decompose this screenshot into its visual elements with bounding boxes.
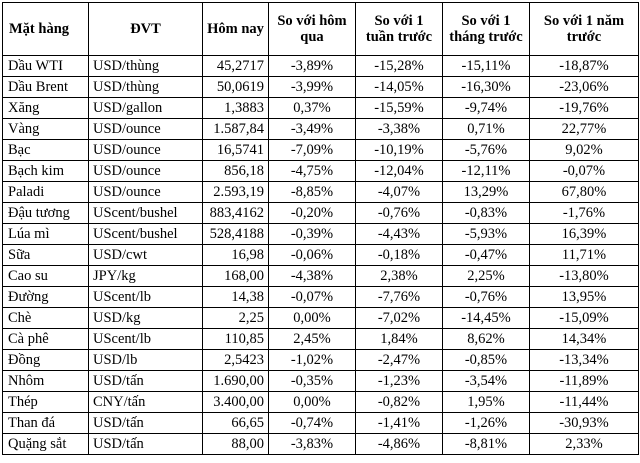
cell-item: Đậu tương: [3, 203, 89, 224]
cell-vs-yesterday: -4,38%: [269, 266, 356, 287]
cell-unit: USD/ounce: [89, 119, 203, 140]
cell-vs-week: -14,05%: [356, 77, 443, 98]
cell-today: 45,2717: [203, 56, 269, 77]
table-row: [3, 182, 639, 203]
table-row: [3, 161, 639, 182]
cell-vs-year: -19,76%: [530, 98, 639, 119]
cell-vs-week: -2,47%: [356, 350, 443, 371]
cell-vs-week: -0,76%: [356, 203, 443, 224]
cell-item: Dầu WTI: [3, 56, 89, 77]
cell-vs-year: 2,33%: [530, 434, 639, 455]
cell-vs-week: -4,43%: [356, 224, 443, 245]
cell-unit: USD/tấn: [89, 434, 203, 455]
commodity-price-table: [2, 2, 639, 455]
cell-unit: UScent/bushel: [89, 224, 203, 245]
cell-vs-yesterday: -0,20%: [269, 203, 356, 224]
cell-unit: USD/lb: [89, 350, 203, 371]
cell-vs-month: -5,76%: [443, 140, 530, 161]
cell-vs-year: 14,34%: [530, 329, 639, 350]
cell-vs-year: 22,77%: [530, 119, 639, 140]
table-row: [3, 371, 639, 392]
cell-item: Nhôm: [3, 371, 89, 392]
cell-vs-year: 67,80%: [530, 182, 639, 203]
cell-vs-week: -12,04%: [356, 161, 443, 182]
cell-today: 50,0619: [203, 77, 269, 98]
cell-today: 1.587,84: [203, 119, 269, 140]
cell-vs-month: 13,29%: [443, 182, 530, 203]
cell-vs-week: -10,19%: [356, 140, 443, 161]
cell-vs-week: -0,82%: [356, 392, 443, 413]
cell-unit: USD/kg: [89, 308, 203, 329]
cell-today: 2,25: [203, 308, 269, 329]
cell-unit: USD/thùng: [89, 77, 203, 98]
cell-vs-month: -0,47%: [443, 245, 530, 266]
cell-vs-year: -13,34%: [530, 350, 639, 371]
cell-vs-yesterday: -7,09%: [269, 140, 356, 161]
cell-vs-month: 2,25%: [443, 266, 530, 287]
cell-today: 3.400,00: [203, 392, 269, 413]
table-row: [3, 56, 639, 77]
cell-item: Cà phê: [3, 329, 89, 350]
cell-vs-yesterday: -8,85%: [269, 182, 356, 203]
header-item: Mặt hàng: [3, 3, 89, 56]
cell-item: Paladi: [3, 182, 89, 203]
cell-vs-year: 16,39%: [530, 224, 639, 245]
cell-unit: USD/ounce: [89, 182, 203, 203]
cell-vs-month: -0,83%: [443, 203, 530, 224]
cell-item: Quặng sắt: [3, 434, 89, 455]
cell-vs-month: -0,85%: [443, 350, 530, 371]
cell-vs-month: -12,11%: [443, 161, 530, 182]
cell-vs-month: 1,95%: [443, 392, 530, 413]
cell-item: Dầu Brent: [3, 77, 89, 98]
table-row: [3, 329, 639, 350]
cell-unit: CNY/tấn: [89, 392, 203, 413]
table-row: [3, 98, 639, 119]
cell-item: Bạch kim: [3, 161, 89, 182]
cell-unit: USD/gallon: [89, 98, 203, 119]
cell-unit: USD/cwt: [89, 245, 203, 266]
cell-item: Thép: [3, 392, 89, 413]
cell-vs-month: -1,26%: [443, 413, 530, 434]
cell-item: Lúa mì: [3, 224, 89, 245]
cell-vs-year: -11,44%: [530, 392, 639, 413]
cell-vs-year: 11,71%: [530, 245, 639, 266]
cell-vs-week: -7,76%: [356, 287, 443, 308]
cell-vs-month: -15,11%: [443, 56, 530, 77]
table-row: [3, 77, 639, 98]
cell-vs-yesterday: -0,74%: [269, 413, 356, 434]
cell-vs-month: -16,30%: [443, 77, 530, 98]
cell-item: Bạc: [3, 140, 89, 161]
cell-vs-week: 2,38%: [356, 266, 443, 287]
cell-unit: UScent/lb: [89, 329, 203, 350]
cell-item: Sữa: [3, 245, 89, 266]
cell-vs-yesterday: -0,06%: [269, 245, 356, 266]
cell-unit: UScent/lb: [89, 287, 203, 308]
cell-vs-week: -3,38%: [356, 119, 443, 140]
cell-today: 1.690,00: [203, 371, 269, 392]
cell-item: Cao su: [3, 266, 89, 287]
cell-vs-year: -1,76%: [530, 203, 639, 224]
header-vs-week: So với 1 tuần trước: [356, 3, 443, 56]
table-row: [3, 203, 639, 224]
cell-vs-yesterday: -3,99%: [269, 77, 356, 98]
table-row: [3, 119, 639, 140]
cell-vs-year: -15,09%: [530, 308, 639, 329]
table-row: [3, 266, 639, 287]
cell-item: Chè: [3, 308, 89, 329]
cell-unit: USD/tấn: [89, 371, 203, 392]
cell-vs-year: -0,07%: [530, 161, 639, 182]
cell-vs-yesterday: -0,07%: [269, 287, 356, 308]
cell-today: 14,38: [203, 287, 269, 308]
cell-vs-week: -4,86%: [356, 434, 443, 455]
cell-unit: JPY/kg: [89, 266, 203, 287]
header-vs-yesterday: So với hôm qua: [269, 3, 356, 56]
cell-vs-year: -13,80%: [530, 266, 639, 287]
cell-vs-yesterday: -3,89%: [269, 56, 356, 77]
header-row: [3, 3, 639, 56]
cell-vs-week: -0,18%: [356, 245, 443, 266]
cell-vs-month: -8,81%: [443, 434, 530, 455]
cell-vs-month: -0,76%: [443, 287, 530, 308]
cell-item: Xăng: [3, 98, 89, 119]
cell-vs-month: -3,54%: [443, 371, 530, 392]
cell-today: 88,00: [203, 434, 269, 455]
cell-unit: USD/ounce: [89, 161, 203, 182]
cell-vs-week: -4,07%: [356, 182, 443, 203]
cell-vs-week: 1,84%: [356, 329, 443, 350]
cell-vs-week: -1,23%: [356, 371, 443, 392]
header-vs-year: So với 1 năm trước: [530, 3, 639, 56]
table-row: [3, 434, 639, 455]
cell-vs-week: -7,02%: [356, 308, 443, 329]
cell-unit: USD/tấn: [89, 413, 203, 434]
cell-vs-yesterday: -0,39%: [269, 224, 356, 245]
cell-vs-week: -15,28%: [356, 56, 443, 77]
cell-vs-month: -5,93%: [443, 224, 530, 245]
table-row: [3, 350, 639, 371]
cell-today: 883,4162: [203, 203, 269, 224]
cell-item: Đường: [3, 287, 89, 308]
cell-item: Đồng: [3, 350, 89, 371]
cell-unit: USD/ounce: [89, 140, 203, 161]
cell-today: 16,5741: [203, 140, 269, 161]
cell-vs-yesterday: 0,37%: [269, 98, 356, 119]
cell-vs-yesterday: -3,83%: [269, 434, 356, 455]
cell-vs-yesterday: 0,00%: [269, 308, 356, 329]
cell-today: 2,5423: [203, 350, 269, 371]
cell-vs-month: 8,62%: [443, 329, 530, 350]
table-row: [3, 224, 639, 245]
cell-today: 66,65: [203, 413, 269, 434]
cell-today: 1,3883: [203, 98, 269, 119]
header-today: Hôm nay: [203, 3, 269, 56]
cell-vs-yesterday: -4,75%: [269, 161, 356, 182]
cell-vs-week: -15,59%: [356, 98, 443, 119]
cell-vs-year: 13,95%: [530, 287, 639, 308]
cell-vs-yesterday: -1,02%: [269, 350, 356, 371]
cell-vs-year: -11,89%: [530, 371, 639, 392]
cell-unit: USD/thùng: [89, 56, 203, 77]
cell-unit: UScent/bushel: [89, 203, 203, 224]
cell-vs-year: -23,06%: [530, 77, 639, 98]
cell-item: Than đá: [3, 413, 89, 434]
cell-item: Vàng: [3, 119, 89, 140]
cell-vs-year: -18,87%: [530, 56, 639, 77]
cell-vs-month: -9,74%: [443, 98, 530, 119]
table-row: [3, 413, 639, 434]
header-vs-month: So với 1 tháng trước: [443, 3, 530, 56]
cell-today: 168,00: [203, 266, 269, 287]
header-unit: ĐVT: [89, 3, 203, 56]
cell-today: 16,98: [203, 245, 269, 266]
table-row: [3, 392, 639, 413]
cell-vs-yesterday: 2,45%: [269, 329, 356, 350]
cell-vs-month: 0,71%: [443, 119, 530, 140]
table-row: [3, 245, 639, 266]
cell-vs-yesterday: -3,49%: [269, 119, 356, 140]
cell-today: 528,4188: [203, 224, 269, 245]
cell-today: 110,85: [203, 329, 269, 350]
cell-vs-yesterday: 0,00%: [269, 392, 356, 413]
table-row: [3, 308, 639, 329]
cell-today: 2.593,19: [203, 182, 269, 203]
cell-vs-week: -1,41%: [356, 413, 443, 434]
cell-vs-year: -30,93%: [530, 413, 639, 434]
cell-vs-year: 9,02%: [530, 140, 639, 161]
table-row: [3, 140, 639, 161]
cell-vs-month: -14,45%: [443, 308, 530, 329]
cell-today: 856,18: [203, 161, 269, 182]
cell-vs-yesterday: -0,35%: [269, 371, 356, 392]
table-row: [3, 287, 639, 308]
